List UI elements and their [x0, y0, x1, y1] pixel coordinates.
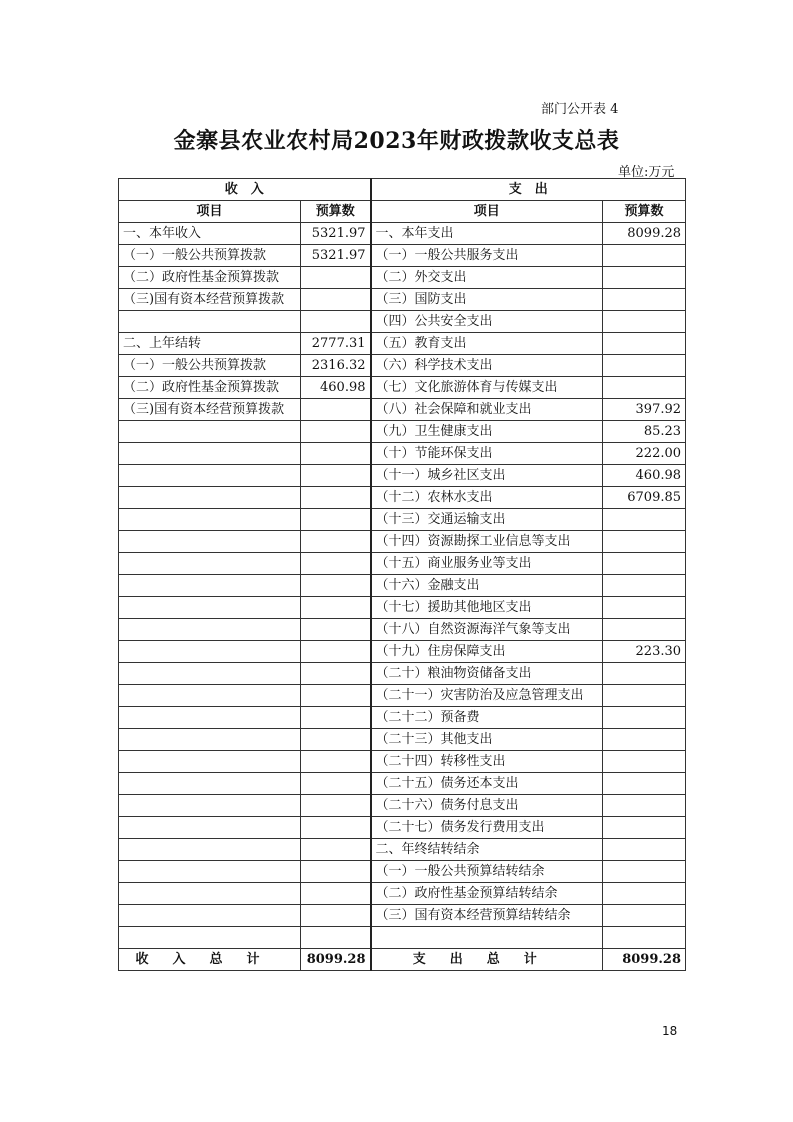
- income-value-cell: 2777.31: [301, 333, 371, 355]
- income-total-label: 收入总计: [119, 949, 301, 971]
- table-row: [119, 245, 686, 267]
- table-row: [119, 289, 686, 311]
- table-row: [119, 729, 686, 751]
- table-row: [119, 905, 686, 927]
- income-item-cell: [119, 795, 301, 817]
- income-value-cell: [301, 509, 371, 531]
- income-value-cell: [301, 883, 371, 905]
- section-header-row: [119, 179, 686, 201]
- income-total-value: 8099.28: [301, 949, 371, 971]
- income-item-cell: [119, 465, 301, 487]
- income-value-cell: [301, 795, 371, 817]
- expense-item-cell: （三）国防支出: [371, 289, 603, 311]
- expense-item-cell: （十六）金融支出: [371, 575, 603, 597]
- expense-item-cell: （一）一般公共预算结转结余: [371, 861, 603, 883]
- finance-table: [118, 178, 686, 971]
- income-item-cell: [119, 839, 301, 861]
- expense-item-cell: （十七）援助其他地区支出: [371, 597, 603, 619]
- expense-value-cell: 223.30: [603, 641, 686, 663]
- income-item-cell: [119, 487, 301, 509]
- income-item-cell: [119, 641, 301, 663]
- income-value-cell: [301, 839, 371, 861]
- expense-item-cell: （十三）交通运输支出: [371, 509, 603, 531]
- table-row: [119, 707, 686, 729]
- expense-item-cell: （十五）商业服务业等支出: [371, 553, 603, 575]
- expense-value-cell: [603, 927, 686, 949]
- expense-item-cell: （十九）住房保障支出: [371, 641, 603, 663]
- income-value-cell: [301, 685, 371, 707]
- expense-item-cell: 一、本年支出: [371, 223, 603, 245]
- income-item-cell: [119, 883, 301, 905]
- income-item-cell: [119, 685, 301, 707]
- expense-item-cell: （三）国有资本经营预算结转结余: [371, 905, 603, 927]
- expense-value-cell: [603, 773, 686, 795]
- expense-value-cell: 85.23: [603, 421, 686, 443]
- income-value-cell: 2316.32: [301, 355, 371, 377]
- expense-item-cell: （十八）自然资源海洋气象等支出: [371, 619, 603, 641]
- income-value-cell: [301, 531, 371, 553]
- expense-item-cell: （二）外交支出: [371, 267, 603, 289]
- income-value-cell: [301, 751, 371, 773]
- expense-item-cell: （一）一般公共服务支出: [371, 245, 603, 267]
- table-row: [119, 311, 686, 333]
- income-value-cell: [301, 311, 371, 333]
- table-row: [119, 597, 686, 619]
- income-item-cell: 二、上年结转: [119, 333, 301, 355]
- expense-value-cell: [603, 333, 686, 355]
- income-item-cell: [119, 861, 301, 883]
- income-item-cell: （二）政府性基金预算拨款: [119, 377, 301, 399]
- expense-budget-header: 预算数: [603, 201, 686, 223]
- income-value-cell: [301, 729, 371, 751]
- table-row: [119, 795, 686, 817]
- table-row: [119, 377, 686, 399]
- income-value-cell: [301, 927, 371, 949]
- income-value-cell: [301, 773, 371, 795]
- page-label: 部门公开表 4: [541, 102, 619, 117]
- table-row: [119, 751, 686, 773]
- income-item-cell: 一、本年收入: [119, 223, 301, 245]
- expense-total-value: 8099.28: [603, 949, 686, 971]
- expense-value-cell: [603, 575, 686, 597]
- table-row: [119, 421, 686, 443]
- expense-value-cell: [603, 883, 686, 905]
- income-item-cell: [119, 311, 301, 333]
- income-value-cell: [301, 707, 371, 729]
- page-title: 金寨县农业农村局2023年财政拨款收支总表: [173, 128, 620, 154]
- expense-value-cell: 397.92: [603, 399, 686, 421]
- income-item-header: 项目: [119, 201, 301, 223]
- table-row: [119, 267, 686, 289]
- income-item-cell: （三)国有资本经营预算拨款: [119, 289, 301, 311]
- income-value-cell: [301, 553, 371, 575]
- expense-item-cell: （二十五）债务还本支出: [371, 773, 603, 795]
- income-value-cell: [301, 399, 371, 421]
- table-row: [119, 663, 686, 685]
- expense-item-cell: （五）教育支出: [371, 333, 603, 355]
- expense-item-cell: （八）社会保障和就业支出: [371, 399, 603, 421]
- expense-item-cell: （七）文化旅游体育与传媒支出: [371, 377, 603, 399]
- income-item-cell: [119, 773, 301, 795]
- expense-item-cell: （六）科学技术支出: [371, 355, 603, 377]
- income-item-cell: [119, 663, 301, 685]
- table-row: [119, 883, 686, 905]
- income-item-cell: [119, 553, 301, 575]
- income-value-cell: [301, 817, 371, 839]
- expense-item-cell: （二十四）转移性支出: [371, 751, 603, 773]
- income-item-cell: [119, 509, 301, 531]
- expense-item-cell: （十一）城乡社区支出: [371, 465, 603, 487]
- expense-item-header: 项目: [371, 201, 603, 223]
- income-value-cell: [301, 421, 371, 443]
- expense-value-cell: [603, 707, 686, 729]
- expense-section-header: 支 出: [371, 179, 686, 201]
- income-item-cell: [119, 531, 301, 553]
- income-item-cell: [119, 619, 301, 641]
- table-row: [119, 223, 686, 245]
- income-value-cell: [301, 289, 371, 311]
- expense-item-cell: （十四）资源勘探工业信息等支出: [371, 531, 603, 553]
- income-value-cell: [301, 443, 371, 465]
- table-row: [119, 531, 686, 553]
- income-item-cell: [119, 421, 301, 443]
- income-item-cell: [119, 751, 301, 773]
- expense-value-cell: [603, 905, 686, 927]
- income-item-cell: [119, 905, 301, 927]
- expense-item-cell: （九）卫生健康支出: [371, 421, 603, 443]
- expense-value-cell: [603, 817, 686, 839]
- totals-row: [119, 949, 686, 971]
- expense-item-cell: （二十七）债务发行费用支出: [371, 817, 603, 839]
- table-row: [119, 355, 686, 377]
- table-body: [119, 223, 686, 949]
- income-value-cell: [301, 575, 371, 597]
- expense-item-cell: （二十一）灾害防治及应急管理支出: [371, 685, 603, 707]
- expense-value-cell: 460.98: [603, 465, 686, 487]
- expense-item-cell: （二十三）其他支出: [371, 729, 603, 751]
- expense-value-cell: [603, 795, 686, 817]
- expense-item-cell: （四）公共安全支出: [371, 311, 603, 333]
- expense-item-cell: （十二）农林水支出: [371, 487, 603, 509]
- expense-value-cell: [603, 553, 686, 575]
- income-value-cell: [301, 267, 371, 289]
- table-row: [119, 487, 686, 509]
- income-section-header: 收 入: [119, 179, 371, 201]
- income-value-cell: 5321.97: [301, 223, 371, 245]
- expense-value-cell: [603, 663, 686, 685]
- expense-value-cell: [603, 311, 686, 333]
- income-value-cell: [301, 487, 371, 509]
- page-number: 18: [662, 1024, 678, 1038]
- table-row: [119, 333, 686, 355]
- expense-item-cell: （二十二）预备费: [371, 707, 603, 729]
- income-value-cell: [301, 663, 371, 685]
- table-row: [119, 509, 686, 531]
- expense-value-cell: [603, 531, 686, 553]
- expense-value-cell: [603, 729, 686, 751]
- income-value-cell: 5321.97: [301, 245, 371, 267]
- income-value-cell: [301, 641, 371, 663]
- income-item-cell: [119, 443, 301, 465]
- income-value-cell: [301, 905, 371, 927]
- expense-value-cell: [603, 267, 686, 289]
- income-value-cell: [301, 597, 371, 619]
- expense-item-cell: （二十六）债务付息支出: [371, 795, 603, 817]
- income-item-cell: [119, 927, 301, 949]
- table-row: [119, 817, 686, 839]
- income-value-cell: 460.98: [301, 377, 371, 399]
- income-item-cell: [119, 817, 301, 839]
- expense-total-label: 支出总计: [371, 949, 603, 971]
- table-row: [119, 619, 686, 641]
- expense-value-cell: 6709.85: [603, 487, 686, 509]
- unit-label: 单位:万元: [618, 165, 675, 180]
- table-row: [119, 575, 686, 597]
- table-row: [119, 685, 686, 707]
- expense-item-cell: [371, 927, 603, 949]
- income-item-cell: [119, 575, 301, 597]
- table-row: [119, 443, 686, 465]
- income-value-cell: [301, 861, 371, 883]
- income-item-cell: [119, 597, 301, 619]
- expense-value-cell: 8099.28: [603, 223, 686, 245]
- expense-value-cell: [603, 619, 686, 641]
- income-budget-header: 预算数: [301, 201, 371, 223]
- expense-item-cell: （二十）粮油物资储备支出: [371, 663, 603, 685]
- expense-value-cell: [603, 245, 686, 267]
- table-row: [119, 399, 686, 421]
- expense-value-cell: [603, 597, 686, 619]
- table-row: [119, 927, 686, 949]
- expense-item-cell: 二、年终结转结余: [371, 839, 603, 861]
- table-row: [119, 553, 686, 575]
- income-item-cell: [119, 707, 301, 729]
- income-item-cell: （一）一般公共预算拨款: [119, 355, 301, 377]
- expense-item-cell: （十）节能环保支出: [371, 443, 603, 465]
- income-item-cell: [119, 729, 301, 751]
- expense-value-cell: [603, 839, 686, 861]
- expense-value-cell: [603, 685, 686, 707]
- table-row: [119, 773, 686, 795]
- expense-value-cell: 222.00: [603, 443, 686, 465]
- expense-item-cell: （二）政府性基金预算结转结余: [371, 883, 603, 905]
- income-value-cell: [301, 619, 371, 641]
- table-row: [119, 465, 686, 487]
- table-row: [119, 839, 686, 861]
- table-row: [119, 861, 686, 883]
- income-item-cell: （一）一般公共预算拨款: [119, 245, 301, 267]
- table-row: [119, 641, 686, 663]
- expense-value-cell: [603, 861, 686, 883]
- expense-value-cell: [603, 509, 686, 531]
- income-value-cell: [301, 465, 371, 487]
- column-header-row: [119, 201, 686, 223]
- expense-value-cell: [603, 751, 686, 773]
- income-item-cell: （二）政府性基金预算拨款: [119, 267, 301, 289]
- expense-value-cell: [603, 289, 686, 311]
- expense-value-cell: [603, 377, 686, 399]
- expense-value-cell: [603, 355, 686, 377]
- income-item-cell: （三)国有资本经营预算拨款: [119, 399, 301, 421]
